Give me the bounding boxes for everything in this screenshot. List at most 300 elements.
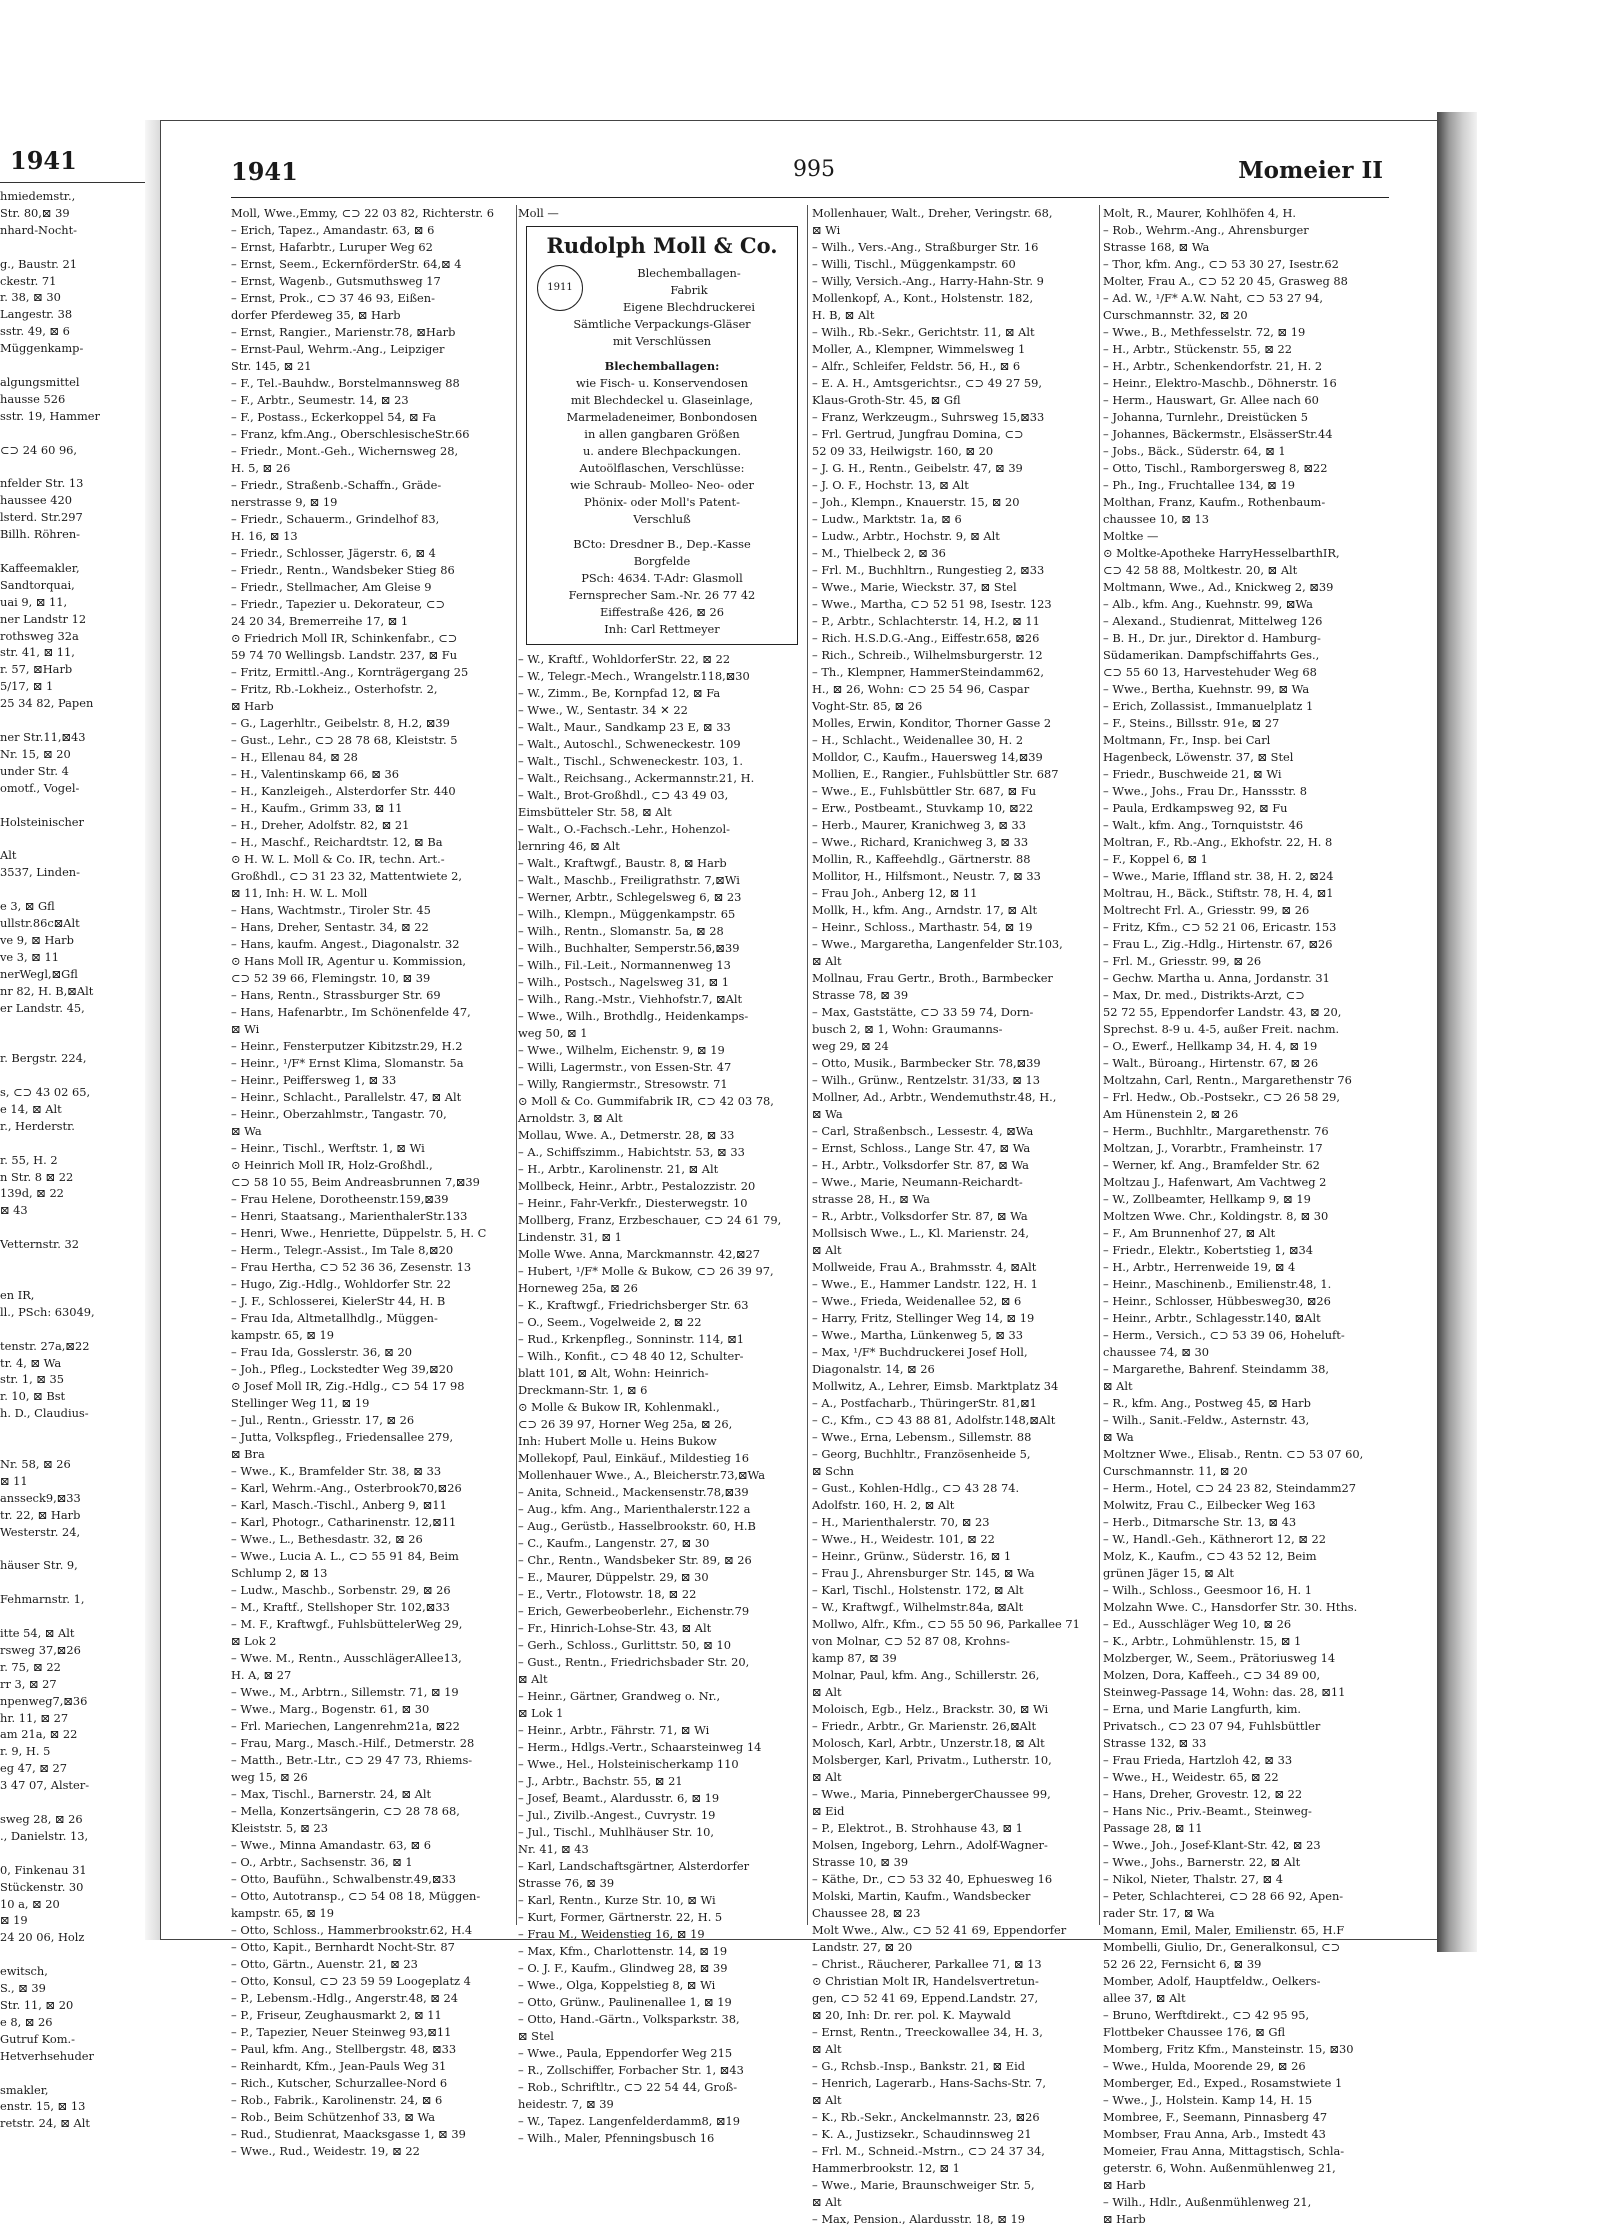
- directory-entry: – Wwe., Johs., Barnerstr. 22, ⊠ Alt: [1103, 1855, 1301, 1869]
- column-divider: [1099, 205, 1100, 1925]
- left-page-line: [0, 1608, 145, 1625]
- directory-entry: – Heinr., Schloss., Marthastr. 54, ⊠ 19: [812, 920, 1033, 934]
- directory-entry: – Ernst, Hafarbtr., Luruper Weg 62: [231, 240, 433, 254]
- directory-entry: – Karl, Masch.-Tischl., Anberg 9, ⊠11: [231, 1498, 447, 1512]
- left-page-line: [0, 1016, 145, 1033]
- left-page-line: uai 9, ⊠ 11,: [0, 594, 68, 609]
- directory-entry: – W., Zimm., Be, Kornpfad 12, ⊠ Fa: [518, 686, 721, 700]
- directory-entry: ⊙ Moltke-Apotheke HarryHesselbarthIR,: [1103, 546, 1340, 560]
- directory-entry: – R., kfm. Ang., Postweg 45, ⊠ Harb: [1103, 1396, 1311, 1410]
- directory-entry: – Wwe., Marie, Neumann-Reichardt-: [812, 1175, 1023, 1189]
- directory-entry: – Frl. M., Schneid.-Mstrn., ⊂⊃ 24 37 34,: [812, 2144, 1045, 2158]
- directory-entry: – Ph., Ing., Fruchtallee 134, ⊠ 19: [1103, 478, 1295, 492]
- directory-entry: – Werner, kf. Ang., Bramfelder Str. 62: [1103, 1158, 1320, 1172]
- directory-entry: Mollekopf, Paul, Einkäuf., Mildestieg 16: [518, 1451, 750, 1465]
- directory-entry: – Walt., Kraftwgf., Baustr. 8, ⊠ Harb: [518, 856, 727, 870]
- directory-entry: ⊂⊃ 58 10 55, Beim Andreasbrunnen 7,⊠39: [231, 1175, 480, 1189]
- directory-entry: – Herm., Hdlgs.-Vertr., Schaarsteinweg 14: [518, 1740, 762, 1754]
- left-page-line: er Landstr. 45,: [0, 1000, 85, 1015]
- directory-entry: – Walt., Maur., Sandkamp 23 E, ⊠ 33: [518, 720, 731, 734]
- left-page-fragments: [0, 188, 145, 2132]
- ad-subtitle-line: Eigene Blechdruckerei: [622, 300, 756, 314]
- directory-entry: – Max, ¹/F* Buchdruckerei Josef Holl,: [812, 1345, 1028, 1359]
- directory-entry: – Wilh., Rentn., Slomanstr. 5a, ⊠ 28: [518, 924, 724, 938]
- left-page-line: under Str. 4: [0, 763, 69, 778]
- directory-entry: Molsen, Ingeborg, Lehrn., Adolf-Wagner-: [812, 1838, 1048, 1852]
- directory-entry: Kleiststr. 5, ⊠ 23: [231, 1821, 328, 1835]
- left-page-line: sstr. 19, Hammer: [0, 408, 100, 423]
- directory-entry: – H., Dreher, Adolfstr. 82, ⊠ 21: [231, 818, 410, 832]
- directory-entry: – Heinr., Tischl., Werftstr. 1, ⊠ Wi: [231, 1141, 425, 1155]
- left-page-line: [0, 1439, 145, 1456]
- directory-entry: Molthan, Franz, Kaufm., Rothenbaum-: [1103, 495, 1326, 509]
- left-page-line: ewitsch,: [0, 1964, 48, 1979]
- left-page-line: [0, 1253, 145, 1270]
- left-page-line: ckestr. 71: [0, 273, 57, 288]
- directory-entry: – O., Arbtr., Sachsenstr. 36, ⊠ 1: [231, 1855, 413, 1869]
- directory-entry: ⊠ Alt: [812, 1770, 842, 1784]
- ad-body-line: wie Fisch- u. Konservendosen: [576, 376, 748, 390]
- directory-entry: – Nikol, Nieter, Thalstr. 27, ⊠ 4: [1103, 1872, 1284, 1886]
- left-page-line: ⊂⊃ 24 60 96,: [0, 442, 78, 457]
- left-page-line: rr 3, ⊠ 27: [0, 1676, 57, 1691]
- left-page-line: n Str. 8 ⊠ 22: [0, 1169, 74, 1184]
- directory-entry: – Paul, kfm. Ang., Stellbergstr. 48, ⊠33: [231, 2042, 457, 2056]
- left-page-line: e 8, ⊠ 26: [0, 2014, 53, 2029]
- directory-entry: – Willy, Versich.-Ang., Harry-Hahn-Str. 9: [812, 274, 1044, 288]
- left-page-year: 1941: [10, 146, 77, 175]
- directory-entry: – Wwe., Marie, Wieckstr. 37, ⊠ Stel: [812, 580, 1017, 594]
- page-number: 995: [793, 157, 835, 182]
- directory-entry: Molzahn Wwe. C., Hansdorfer Str. 30. Hths.: [1103, 1600, 1358, 1614]
- directory-entry: – Otto, Gärtn., Auenstr. 21, ⊠ 23: [231, 1957, 418, 1971]
- left-page-line: Vetternstr. 32: [0, 1237, 79, 1252]
- directory-entry: – Wwe., W., Sentastr. 34 ✕ 22: [518, 703, 688, 717]
- directory-entry: – J. G. H., Rentn., Geibelstr. 47, ⊠ 39: [812, 461, 1023, 475]
- directory-entry: – Gust., Rentn., Friedrichsbader Str. 20,: [518, 1655, 750, 1669]
- directory-entry: – W., Kraftf., WohldorferStr. 22, ⊠ 22: [518, 652, 731, 666]
- directory-entry: – Carl, Straßenbsch., Lessestr. 4, ⊠Wa: [812, 1124, 1034, 1138]
- left-page-line: s, ⊂⊃ 43 02 65,: [0, 1085, 91, 1100]
- left-page-line: ansseck9,⊠33: [0, 1490, 81, 1505]
- left-page-line: npenweg7,⊠36: [0, 1693, 88, 1708]
- directory-entry: gen, ⊂⊃ 52 41 69, Eppend.Landstr. 27,: [812, 1991, 1039, 2005]
- directory-entry: Steinweg-Passage 14, Wohn: das. 28, ⊠11: [1103, 1685, 1346, 1699]
- left-page-line: ., Danielstr. 13,: [0, 1828, 89, 1843]
- directory-entry: – A., Schiffszimm., Habichtstr. 53, ⊠ 33: [518, 1145, 745, 1159]
- ad-body-line: u. andere Blechpackungen.: [582, 444, 742, 458]
- directory-entry: – Henri, Staatsang., MarienthalerStr.133: [231, 1209, 468, 1223]
- left-page-line: str. 41, ⊠ 11,: [0, 645, 75, 660]
- directory-entry: – Wilh., Buchhalter, Semperstr.56,⊠39: [518, 941, 740, 955]
- directory-entry: Hammerbrookstr. 12, ⊠ 1: [812, 2161, 960, 2175]
- directory-entry: Mollweide, Frau A., Brahmsstr. 4, ⊠Alt: [812, 1260, 1037, 1274]
- directory-entry: – Heinr., Oberzahlmstr., Tangastr. 70,: [231, 1107, 447, 1121]
- directory-entry: – H., Arbtr., Volksdorfer Str. 87, ⊠ Wa: [812, 1158, 1029, 1172]
- directory-entry: – F., Steins., Billsstr. 91e, ⊠ 27: [1103, 716, 1280, 730]
- directory-entry: – Herm., Buchhltr., Margarethenstr. 76: [1103, 1124, 1329, 1138]
- directory-entry: – Wwe., Paula, Eppendorfer Weg 215: [518, 2046, 733, 2060]
- directory-entry: – Wwe., Lucia A. L., ⊂⊃ 55 91 84, Beim: [231, 1549, 459, 1563]
- directory-entry: – K., Kraftwgf., Friedrichsberger Str. 63: [518, 1298, 749, 1312]
- directory-entry: lernring 46, ⊠ Alt: [518, 839, 620, 853]
- left-page-line: r., Herderstr.: [0, 1118, 75, 1133]
- left-page-line: [0, 543, 145, 560]
- directory-entry: ⊂⊃ 52 39 66, Flemingstr. 10, ⊠ 39: [231, 971, 431, 985]
- left-page-line: r. 9, H. 5: [0, 1744, 51, 1759]
- left-page-line: häuser Str. 9,: [0, 1558, 78, 1573]
- directory-entry: ⊙ Hans Moll IR, Agentur u. Kommission,: [231, 954, 467, 968]
- ad-body-line: in allen gangbaren Größen: [584, 427, 740, 441]
- directory-entry: – Rob., Beim Schützenhof 33, ⊠ Wa: [231, 2110, 436, 2124]
- directory-entry: – W., Telegr.-Mech., Wrangelstr.118,⊠30: [518, 669, 750, 683]
- advertisement-box: [526, 226, 798, 645]
- directory-entry: – Käthe, Dr., ⊂⊃ 53 32 40, Ephuesweg 16: [812, 1872, 1053, 1886]
- directory-entry: Mollenhauer Wwe., A., Bleicherstr.73,⊠Wa: [518, 1468, 766, 1482]
- directory-entry: Molzen, Dora, Kaffeeh., ⊂⊃ 34 89 00,: [1103, 1668, 1321, 1682]
- directory-entry: – Wwe., Joh., Josef-Klant-Str. 42, ⊠ 23: [1103, 1838, 1321, 1852]
- directory-entry: weg 29, ⊠ 24: [812, 1039, 889, 1053]
- directory-entry: – Heinr., Maschinenb., Emilienstr.48, 1.: [1103, 1277, 1332, 1291]
- directory-entry: ⊠ Alt: [812, 2093, 842, 2107]
- directory-entry: – P., Lebensm.-Hdlg., Angerstr.48, ⊠ 24: [231, 1991, 459, 2005]
- directory-entry: – Ad. W., ¹/F* A.W. Naht, ⊂⊃ 53 27 94,: [1103, 291, 1324, 305]
- directory-entry: – Wwe., H., Weidestr. 101, ⊠ 22: [812, 1532, 995, 1546]
- directory-entry: – Wwe., J., Holstein. Kamp 14, H. 15: [1103, 2093, 1313, 2107]
- directory-entry: – Friedr., Stellmacher, Am Gleise 9: [231, 580, 432, 594]
- directory-entry: Mollwo, Alfr., Kfm., ⊂⊃ 55 50 96, Parkallee 71: [812, 1617, 1080, 1631]
- directory-entry: Inh: Hubert Molle u. Heins Bukow: [518, 1434, 717, 1448]
- directory-entry: Klaus-Groth-Str. 45, ⊠ Gfl: [812, 393, 961, 407]
- directory-entry: Arnoldstr. 3, ⊠ Alt: [518, 1111, 623, 1125]
- left-page-line: nhard-Nocht-: [0, 222, 78, 237]
- directory-entry: ⊠ Bra: [231, 1447, 265, 1461]
- directory-entry: – Fritz, Rb.-Lokheiz., Osterhofstr. 2,: [231, 682, 438, 696]
- directory-entry: – Ernst, Seem., EckernförderStr. 64,⊠ 4: [231, 257, 462, 271]
- ad-contact-line: Inh: Carl Rettmeyer: [604, 622, 720, 636]
- directory-entry: Moltrecht Frl. A., Griesstr. 99, ⊠ 26: [1103, 903, 1310, 917]
- directory-entry: – Friedr., Rentn., Wandsbeker Stieg 86: [231, 563, 455, 577]
- directory-entry: – Erna, und Marie Langfurth, kim.: [1103, 1702, 1302, 1716]
- directory-entry: Am Hünenstein 2, ⊠ 26: [1103, 1107, 1239, 1121]
- directory-entry: – H., Valentinskamp 66, ⊠ 36: [231, 767, 400, 781]
- left-page-line: r. 38, ⊠ 30: [0, 290, 61, 305]
- directory-entry: – P., Friseur, Zeughausmarkt 2, ⊠ 11: [231, 2008, 442, 2022]
- directory-entry: ⊠ Alt: [812, 954, 842, 968]
- directory-entry: H., ⊠ 26, Wohn: ⊂⊃ 25 54 96, Caspar: [812, 682, 1030, 696]
- directory-entry: – Willi, Lagermstr., von Essen-Str. 47: [518, 1060, 732, 1074]
- directory-entry: – Friedr., Buschweide 21, ⊠ Wi: [1103, 767, 1282, 781]
- directory-entry: – Willi, Tischl., Müggenkampstr. 60: [812, 257, 1016, 271]
- directory-entry: – Joh., Klempn., Knauerstr. 15, ⊠ 20: [812, 495, 1020, 509]
- directory-entry: – Johannes, Bäckermstr., ElsässerStr.44: [1103, 427, 1333, 441]
- directory-entry: Schlump 2, ⊠ 13: [231, 1566, 328, 1580]
- directory-entry: ⊠ Lok 1: [518, 1706, 564, 1720]
- directory-entry: ⊠ Alt: [812, 2195, 842, 2209]
- directory-entry: – Rud., Krkenpfleg., Sonninstr. 114, ⊠1: [518, 1332, 745, 1346]
- directory-entry: – Frau J., Ahrensburger Str. 145, ⊠ Wa: [812, 1566, 1035, 1580]
- directory-entry: – Hubert, ¹/F* Molle & Bukow, ⊂⊃ 26 39 97,: [518, 1264, 774, 1278]
- ad-body-line: wie Schraub- Molleo- Neo- oder: [570, 478, 754, 492]
- directory-entry: ⊠ Alt: [812, 2042, 842, 2056]
- directory-entry: – Wilh., Postsch., Nagelsweg 31, ⊠ 1: [518, 975, 730, 989]
- directory-entry: – Friedr., Tapezier u. Dekorateur, ⊂⊃: [231, 597, 446, 611]
- directory-entry: – Wwe., L., Bethesdastr. 32, ⊠ 26: [231, 1532, 423, 1546]
- directory-entry: – Peter, Schlachterei, ⊂⊃ 28 66 92, Apen-: [1103, 1889, 1344, 1903]
- directory-entry: Molldor, C., Kaufm., Hauersweg 14,⊠39: [812, 750, 1043, 764]
- directory-entry: 24 20 34, Bremerreihe 17, ⊠ 1: [231, 614, 409, 628]
- directory-entry: ⊠ Eid: [812, 1804, 845, 1818]
- ad-subtitle-line: Blechemballagen-: [637, 266, 741, 280]
- directory-entry: – Heinr., Fahr-Verkfr., Diesterwegstr. 10: [518, 1196, 748, 1210]
- directory-entry: – Otto, Kapit., Bernhardt Nocht-Str. 87: [231, 1940, 455, 1954]
- directory-entry: – Hans Nic., Priv.-Beamt., Steinweg-: [1103, 1804, 1312, 1818]
- directory-entry: – Wwe., M., Arbtrn., Sillemstr. 71, ⊠ 19: [231, 1685, 459, 1699]
- directory-entry: – Herm., Telegr.-Assist., Im Tale 8,⊠20: [231, 1243, 454, 1257]
- directory-entry: – Aug., Gerüstb., Hasselbrookstr. 60, H.B: [518, 1519, 756, 1533]
- left-page-line: tr. 22, ⊠ Harb: [0, 1507, 81, 1522]
- directory-entry: Momber, Adolf, Hauptfeldw., Oelkers-: [1103, 1974, 1321, 1988]
- directory-entry: Sprechst. 8-9 u. 4-5, außer Freit. nachm.: [1103, 1022, 1340, 1036]
- left-page-line: en IR,: [0, 1287, 35, 1302]
- directory-column-1: [231, 205, 514, 2160]
- left-page-line: 10 a, ⊠ 20: [0, 1896, 60, 1911]
- directory-entry: – Otto, Schloss., Hammerbrookstr.62, H.4: [231, 1923, 473, 1937]
- left-page-line: 5/17, ⊠ 1: [0, 679, 54, 694]
- directory-entry: chaussee 74, ⊠ 30: [1103, 1345, 1210, 1359]
- directory-entry: ⊠ Schn: [812, 1464, 855, 1478]
- directory-entry: Moltrau, H., Bäck., Stiftstr. 78, H. 4, ⊠1: [1103, 886, 1334, 900]
- directory-entry: – Rich., Schreib., Wilhelmsburgerstr. 12: [812, 648, 1043, 662]
- directory-entry: Momann, Emil, Maler, Emilienstr. 65, H.F: [1103, 1923, 1345, 1937]
- directory-entry: – Frau Helene, Dorotheenstr.159,⊠39: [231, 1192, 449, 1206]
- directory-entry: Momberg, Fritz Kfm., Mansteinstr. 15, ⊠30: [1103, 2042, 1354, 2056]
- directory-entry: – Frau L., Zig.-Hdlg., Hirtenstr. 67, ⊠26: [1103, 937, 1333, 951]
- directory-entry: – Johanna, Turnlehr., Dreistücken 5: [1103, 410, 1309, 424]
- directory-entry: ⊠ Wi: [812, 223, 841, 237]
- directory-entry: Molwitz, Frau C., Eilbecker Weg 163: [1103, 1498, 1316, 1512]
- directory-entry: – W., Zollbeamter, Hellkamp 9, ⊠ 19: [1103, 1192, 1311, 1206]
- ad-contact-line: BCto: Dresdner B., Dep.-Kasse: [573, 537, 751, 551]
- page-name-range: Momeier II: [1238, 157, 1383, 184]
- directory-entry: – Herb., Maurer, Kranichweg 3, ⊠ 33: [812, 818, 1026, 832]
- directory-entry: – W., Tapez. Langenfelderdamm8, ⊠19: [518, 2114, 741, 2128]
- page-year: 1941: [231, 157, 298, 186]
- directory-entry: – Wilh., Schloss., Geesmoor 16, H. 1: [1103, 1583, 1313, 1597]
- directory-entry: ⊂⊃ 55 60 13, Harvestehuder Weg 68: [1103, 665, 1317, 679]
- directory-entry: – R., Zollschiffer, Forbacher Str. 1, ⊠43: [518, 2063, 744, 2077]
- ad-body: [533, 375, 791, 528]
- directory-entry: – Frl. Hedw., Ob.-Postsekr., ⊂⊃ 26 58 29,: [1103, 1090, 1340, 1104]
- left-page-line: Langestr. 38: [0, 307, 73, 322]
- left-page-line: Stückenstr. 30: [0, 1879, 84, 1894]
- directory-entry: – Wwe., Marie, Braunschweiger Str. 5,: [812, 2178, 1035, 2192]
- directory-entry: ⊠ Wa: [812, 1107, 843, 1121]
- directory-entry: – Wilh., Sanit.-Feldw., Asternstr. 43,: [1103, 1413, 1310, 1427]
- left-page-line: enstr. 15, ⊠ 13: [0, 2099, 86, 2114]
- directory-entry: – Frau, Marg., Masch.-Hilf., Detmerstr. 28: [231, 1736, 475, 1750]
- directory-entry: weg 15, ⊠ 26: [231, 1770, 308, 1784]
- directory-entry: Strasse 132, ⊠ 33: [1103, 1736, 1207, 1750]
- directory-entry: – Wwe., B., Methfesselstr. 72, ⊠ 19: [1103, 325, 1306, 339]
- directory-entry: – Wwe., Marie, Iffland str. 38, H. 2, ⊠24: [1103, 869, 1334, 883]
- directory-entry: Passage 28, ⊠ 11: [1103, 1821, 1203, 1835]
- directory-entry: ⊠ Harb: [1103, 2178, 1146, 2192]
- directory-entry: – Wwe., Johs., Frau Dr., Hanssstr. 8: [1103, 784, 1307, 798]
- directory-entry: – Rud., Studienrat, Maacksgasse 1, ⊠ 39: [231, 2127, 466, 2141]
- left-page-line: [0, 1219, 145, 1236]
- left-page-line: tenstr. 27a,⊠22: [0, 1338, 90, 1353]
- directory-entry: – H., Ellenau 84, ⊠ 28: [231, 750, 358, 764]
- directory-entry: Molt Wwe., Alw., ⊂⊃ 52 41 69, Eppendorfer: [812, 1923, 1067, 1937]
- ad-body-line: Phönix- oder Moll's Patent-: [584, 495, 740, 509]
- directory-entry: – Wilh., Rb.-Sekr., Gerichtstr. 11, ⊠ Alt: [812, 325, 1035, 339]
- directory-entry: – Anita, Schneid., Mackensenstr.78,⊠39: [518, 1485, 749, 1499]
- left-page-line: hausse 526: [0, 391, 66, 406]
- left-page-line: Westerstr. 24,: [0, 1524, 81, 1539]
- directory-entry: ⊙ H. W. L. Moll & Co. IR, techn. Art.-: [231, 852, 445, 866]
- directory-entry: – M. F., Kraftwgf., FuhlsbüttelerWeg 29,: [231, 1617, 463, 1631]
- directory-entry: – Margarethe, Bahrenf. Steindamm 38,: [1103, 1362, 1329, 1376]
- left-page-line: Holsteinischer: [0, 814, 84, 829]
- directory-entry: – C., Kfm., ⊂⊃ 43 88 81, Adolfstr.148,⊠Alt: [812, 1413, 1056, 1427]
- directory-entry: – Friedr., Mont.-Geh., Wichernsweg 28,: [231, 444, 459, 458]
- directory-entry: – Friedr., Straßenb.-Schaffn., Gräde-: [231, 478, 442, 492]
- left-page-line: S., ⊠ 39: [0, 1981, 46, 1996]
- directory-entry: – Wwe., Erna, Lebensm., Sillemstr. 88: [812, 1430, 1032, 1444]
- ad-contact-line: Eiffestraße 426, ⊠ 26: [599, 605, 725, 619]
- directory-entry: ⊠ Wa: [231, 1124, 262, 1138]
- directory-entry: – Wwe., K., Bramfelder Str. 38, ⊠ 33: [231, 1464, 442, 1478]
- directory-entry: Molles, Erwin, Konditor, Thorner Gasse 2: [812, 716, 1052, 730]
- directory-entry: – E., Maurer, Düppelstr. 29, ⊠ 30: [518, 1570, 709, 1584]
- directory-entry: – Wwe., Marg., Bogenstr. 61, ⊠ 30: [231, 1702, 430, 1716]
- directory-entry: von Molnar, ⊂⊃ 52 87 08, Krohns-: [812, 1634, 1010, 1648]
- directory-entry: – Karl, Landschaftsgärtner, Alsterdorfer: [518, 1859, 750, 1873]
- directory-entry: ⊙ Molle & Bukow IR, Kohlenmakl.,: [518, 1400, 720, 1414]
- left-page-line: Kaffeemakler,: [0, 560, 80, 575]
- directory-entry: – Karl, Photogr., Catharinenstr. 12,⊠11: [231, 1515, 457, 1529]
- directory-entry: – Wilh., Maler, Pfenningsbusch 16: [518, 2131, 715, 2145]
- directory-entry: – Wwe., E., Hammer Landstr. 122, H. 1: [812, 1277, 1038, 1291]
- directory-entry: – Wilh., Vers.-Ang., Straßburger Str. 16: [812, 240, 1039, 254]
- directory-entry: – Walt., Tischl., Schweneckestr. 103, 1.: [518, 754, 744, 768]
- directory-entry: Mollk, H., kfm. Ang., Arndstr. 17, ⊠ Alt: [812, 903, 1038, 917]
- directory-entry: Curschmannstr. 11, ⊠ 20: [1103, 1464, 1248, 1478]
- directory-entry: – Heinr., ¹/F* Ernst Klima, Slomanstr. 5a: [231, 1056, 464, 1070]
- directory-entry: – Reinhardt, Kfm., Jean-Pauls Weg 31: [231, 2059, 447, 2073]
- left-page-line: ⊠ 19: [0, 1913, 28, 1928]
- left-page-line: [0, 1541, 145, 1558]
- directory-entry: – Hans, Dreher, Sentastr. 34, ⊠ 22: [231, 920, 429, 934]
- directory-entry: – Henrich, Lagerarb., Hans-Sachs-Str. 7,: [812, 2076, 1047, 2090]
- directory-entry: – Wwe., Olga, Koppelstieg 8, ⊠ Wi: [518, 1978, 716, 1992]
- directory-entry: – Wwe. M., Rentn., AusschlägerAllee13,: [231, 1651, 462, 1665]
- directory-entry: ⊙ Friedrich Moll IR, Schinkenfabr., ⊂⊃: [231, 631, 458, 645]
- directory-entry: – F., Arbtr., Seumestr. 14, ⊠ 23: [231, 393, 409, 407]
- directory-entry: heidestr. 7, ⊠ 39: [518, 2097, 614, 2111]
- directory-entry: – Otto, Tischl., Ramborgersweg 8, ⊠22: [1103, 461, 1328, 475]
- directory-entry: – G., Lagerhltr., Geibelstr. 8, H.2, ⊠39: [231, 716, 450, 730]
- directory-entry: – K. A., Justizsekr., Schaudinnsweg 21: [812, 2127, 1032, 2141]
- left-page-line: Str. 11, ⊠ 20: [0, 1997, 74, 2012]
- ad-heading: Blechemballagen:: [604, 359, 720, 373]
- directory-entry: – Ludw., Marktstr. 1a, ⊠ 6: [812, 512, 962, 526]
- left-page-line: 25 34 82, Papen: [0, 696, 94, 711]
- directory-entry: – Rob., Fabrik., Karolinenstr. 24, ⊠ 6: [231, 2093, 443, 2107]
- directory-entry: Moltmann, Wwe., Ad., Knickweg 2, ⊠39: [1103, 580, 1334, 594]
- directory-entry: – Jul., Rentn., Griesstr. 17, ⊠ 26: [231, 1413, 415, 1427]
- left-page-line: Str. 80,⊠ 39: [0, 205, 70, 220]
- directory-entry: strasse 28, H., ⊠ Wa: [812, 1192, 930, 1206]
- directory-entry: – E. A. H., Amtsgerichtsr., ⊂⊃ 49 27 59,: [812, 376, 1042, 390]
- directory-entry: Dreckmann-Str. 1, ⊠ 6: [518, 1383, 648, 1397]
- directory-entry: – Werner, Arbtr., Schlegelsweg 6, ⊠ 23: [518, 890, 742, 904]
- directory-entry: Moltzen Wwe. Chr., Koldingstr. 8, ⊠ 30: [1103, 1209, 1329, 1223]
- left-page-line: g., Baustr. 21: [0, 256, 78, 271]
- directory-entry: – Wilh., Rang.-Mstr., Viehhofstr.7, ⊠Alt: [518, 992, 743, 1006]
- directory-entry: busch 2, ⊠ 1, Wohn: Graumanns-: [812, 1022, 1003, 1036]
- directory-entry: – Otto, Grünw., Paulinenallee 1, ⊠ 19: [518, 1995, 732, 2009]
- directory-entry: – P., Elektrot., B. Strohhause 43, ⊠ 1: [812, 1821, 1023, 1835]
- directory-entry: – Joh., Pfleg., Lockstedter Weg 39,⊠20: [231, 1362, 454, 1376]
- directory-entry: – F., Koppel 6, ⊠ 1: [1103, 852, 1208, 866]
- directory-entry: Mollau, Wwe. A., Detmerstr. 28, ⊠ 33: [518, 1128, 735, 1142]
- directory-entry: Hagenbeck, Löwenstr. 37, ⊠ Stel: [1103, 750, 1294, 764]
- directory-entry: – Walt., Reichsang., Ackermannstr.21, H.: [518, 771, 755, 785]
- left-page-line: 0, Finkenau 31: [0, 1862, 87, 1877]
- directory-entry: ⊠ Alt: [812, 1685, 842, 1699]
- directory-entry: – Frau M., Weidenstieg 16, ⊠ 19: [518, 1927, 705, 1941]
- directory-entry: Stellinger Weg 11, ⊠ 19: [231, 1396, 370, 1410]
- left-page-line: smakler,: [0, 2082, 49, 2097]
- directory-entry: ⊙ Heinrich Moll IR, Holz-Großhdl.,: [231, 1158, 433, 1172]
- directory-entry: Voght-Str. 85, ⊠ 26: [812, 699, 923, 713]
- directory-entry: – Gust., Lehr., ⊂⊃ 28 78 68, Kleiststr. 5: [231, 733, 458, 747]
- left-page-line: Sandtorquai,: [0, 577, 75, 592]
- directory-entry: Mollsisch Wwe., L., Kl. Marienstr. 24,: [812, 1226, 1029, 1240]
- directory-entry: 52 72 55, Eppendorfer Landstr. 43, ⊠ 20,: [1103, 1005, 1342, 1019]
- ad-contact-line: Borgfelde: [633, 554, 691, 568]
- directory-entry: – Aug., kfm. Ang., Marienthalerstr.122 a: [518, 1502, 751, 1516]
- directory-entry: – Jul., Zivilb.-Angest., Cuvrystr. 19: [518, 1808, 716, 1822]
- directory-entry: – Wwe., Wilhelm, Eichenstr. 9, ⊠ 19: [518, 1043, 725, 1057]
- directory-entry: Str. 145, ⊠ 21: [231, 359, 312, 373]
- left-page-line: ve 3, ⊠ 11: [0, 949, 59, 964]
- directory-entry: Mollenkopf, A., Kont., Holstenstr. 182,: [812, 291, 1034, 305]
- directory-entry: – Wwe., Bertha, Kuehnstr. 99, ⊠ Wa: [1103, 682, 1310, 696]
- directory-entry: Moltran, F., Rb.-Ang., Ekhofstr. 22, H. 8: [1103, 835, 1333, 849]
- directory-entry: – Georg, Buchhltr., Französenheide 5,: [812, 1447, 1031, 1461]
- directory-entry: – Frl. Mariechen, Langenrehm21a, ⊠22: [231, 1719, 460, 1733]
- directory-entry: – Ernst, Wagenb., Gutsmuthsweg 17: [231, 274, 441, 288]
- directory-entry: – Hans, Rentn., Strassburger Str. 69: [231, 988, 441, 1002]
- left-page-line: 24 20 06, Holz: [0, 1930, 85, 1945]
- directory-entry: – F., Tel.-Bauhdw., Borstelmannsweg 88: [231, 376, 460, 390]
- left-page-line: [0, 1574, 145, 1591]
- left-page-line: [0, 425, 145, 442]
- directory-entry: – Hans, kaufm. Angest., Diagonalstr. 32: [231, 937, 460, 951]
- directory-entry: – Ludw., Arbtr., Hochstr. 9, ⊠ Alt: [812, 529, 1000, 543]
- directory-entry: – Wwe., Hulda, Moorende 29, ⊠ 26: [1103, 2059, 1306, 2073]
- ad-seal-emblem: 1911: [537, 265, 583, 311]
- directory-entry: Moltke —: [1103, 529, 1159, 543]
- left-page-line: eg 47, ⊠ 27: [0, 1761, 68, 1776]
- directory-entry: – Jobs., Bäck., Süderstr. 64, ⊠ 1: [1103, 444, 1286, 458]
- directory-entry: Mollitor, H., Hilfsmont., Neustr. 7, ⊠ 33: [812, 869, 1041, 883]
- directory-entry: – Wwe., Minna Amandastr. 63, ⊠ 6: [231, 1838, 432, 1852]
- left-page-line: r. Bergstr. 224,: [0, 1051, 87, 1066]
